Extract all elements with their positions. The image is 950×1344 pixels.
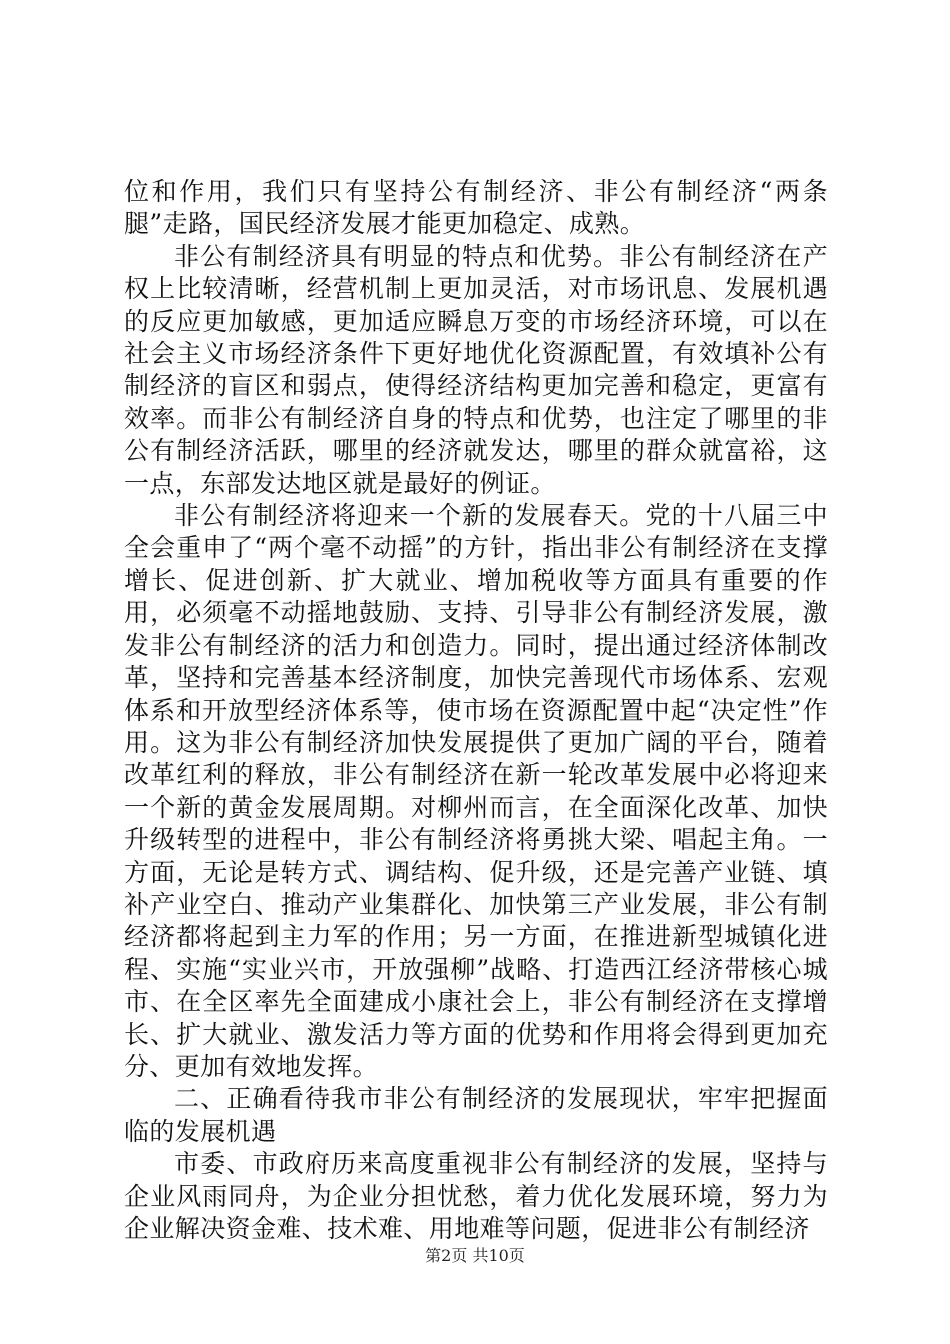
paragraph-features-advantages: 非公有制经济具有明显的特点和优势。非公有制经济在产权上比较清晰，经营机制上更加灵活，对市场讯息、发展机遇的反应更加敏感，更加适应瞬息万变的市场经济环境，可以在社会主义市场经济条件下更好地优化资源配置，有效填补公有制经济的盲区和弱点，使得经济结构更加完善和稳定，更富有效率。而非公有制经济自身的特点和优势，也注定了哪里的非公有制经济活跃，哪里的经济就发达，哪里的群众就富裕，这一点，东部发达地区就是最好的例证。 bbox=[124, 241, 828, 498]
paragraph-continued: 位和作用，我们只有坚持公有制经济、非公有制经济“两条腿”走路，国民经济发展才能更加稳定、成熟。 bbox=[124, 177, 828, 239]
paragraph-city-support: 市委、市政府历来高度重视非公有制经济的发展，坚持与企业风雨同舟，为企业分担忧愁，着力优化发展环境，努力为企业解决资金难、技术难、用地难等问题，促进非公有制经济 bbox=[124, 1149, 828, 1243]
page-number-footer: 第2页 共10页 bbox=[425, 1246, 525, 1265]
paragraph-new-spring: 非公有制经济将迎来一个新的发展春天。党的十八届三中全会重申了“两个毫不动摇”的方针，指出非公有制经济在支撑增长、促进创新、扩大就业、增加税收等方面具有重要的作用，必须毫不动摇地鼓励、支持、引导非公有制经济发展，激发非公有制经济的活力和创造力。同时，提出通过经济体制改革，坚持和完善基本经济制度，加快完善现代市场体系、宏观体系和开放型经济体系等，使市场在资源配置中起“决定性”作用。这为非公有制经济加快发展提供了更加广阔的平台，随着改革红利的释放，非公有制经济在新一轮改革发展中必将迎来一个新的黄金发展周期。对柳州而言，在全面深化改革、加快升级转型的进程中，非公有制经济将勇挑大梁、唱起主角。一方面，无论是转方式、调结构、促升级，还是完善产业链、填补产业空白、推动产业集群化、加快第三产业发展，非公有制经济都将起到主力军的作用；另一方面，在推进新型城镇化进程、实施“实业兴市，开放强柳”战略、打造西江经济带核心城市、在全区率先全面建成小康社会上，非公有制经济在支撑增长、扩大就业、激发活力等方面的优势和作用将会得到更加充分、更加有效地发挥。 bbox=[124, 501, 828, 1081]
document-body bbox=[124, 176, 828, 1245]
section-heading-two: 二、正确看待我市非公有制经济的发展现状，牢牢把握面临的发展机遇 bbox=[124, 1084, 828, 1146]
